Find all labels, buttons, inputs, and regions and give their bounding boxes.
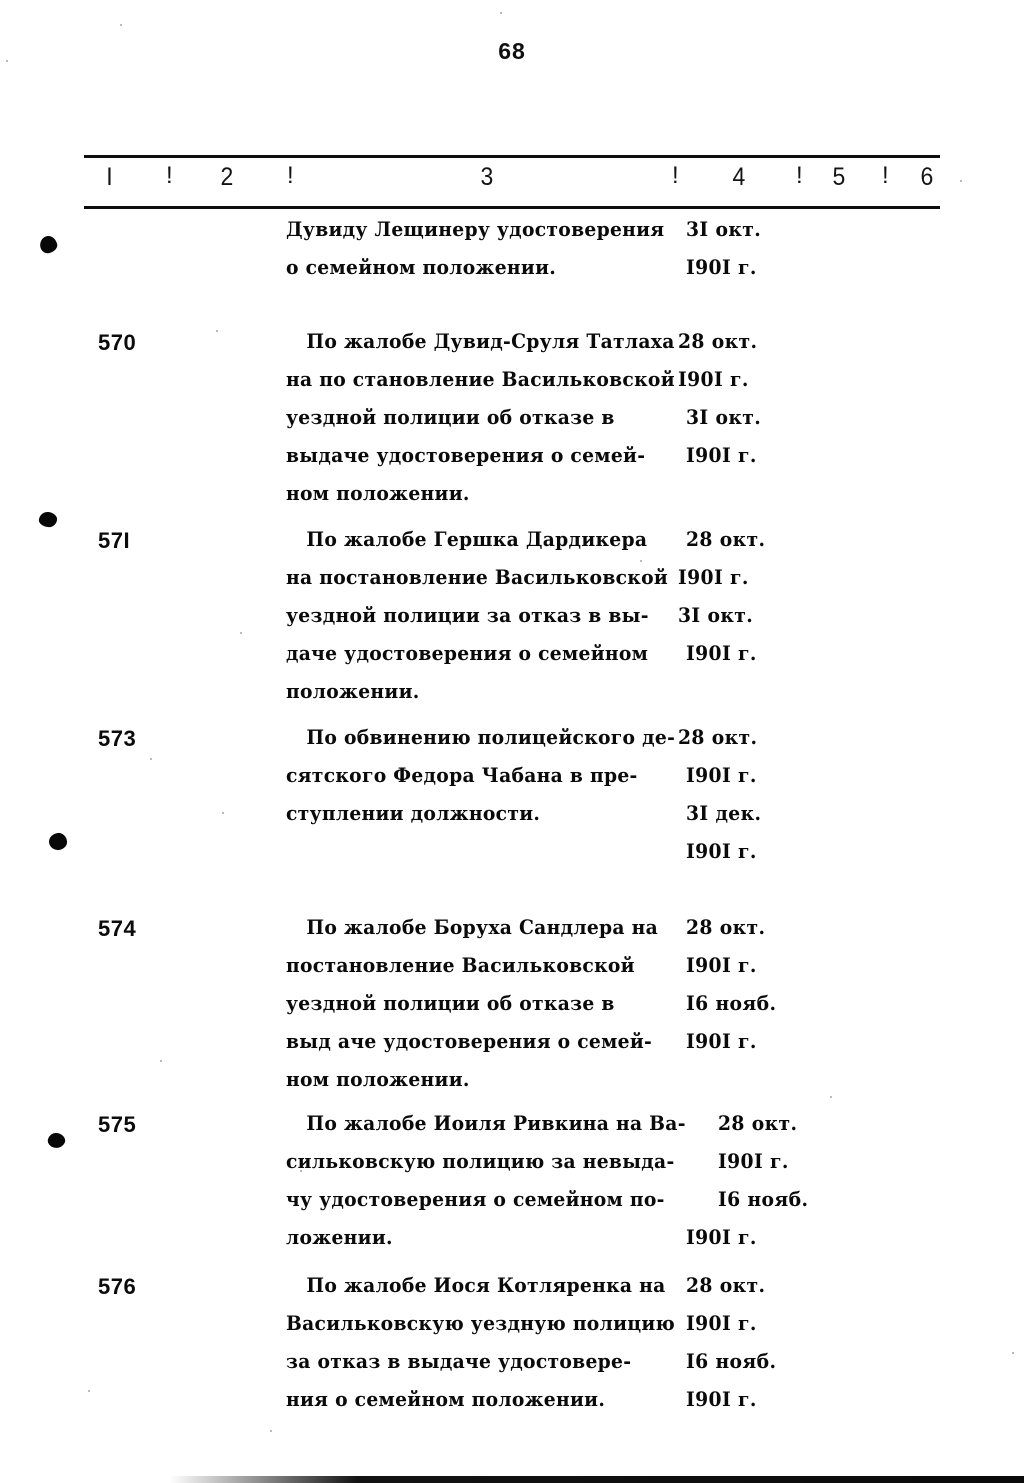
column-number-4: 4	[732, 163, 746, 191]
entry-description-line: уездной полиции об отказе в	[286, 406, 615, 429]
entry-date-line: I90I г.	[686, 764, 757, 787]
column-number-3: 3	[480, 163, 494, 191]
entry-date-line: I90I г.	[686, 256, 757, 279]
entry-line	[286, 954, 806, 992]
entry-date-line: I90I г.	[686, 954, 757, 977]
entry-description-line: положении.	[286, 680, 420, 703]
entry-line	[286, 992, 806, 1030]
entry-line	[286, 604, 806, 642]
entry-description-line: за отказ в выдаче удостовере-	[286, 1350, 632, 1373]
entry-body	[286, 916, 806, 1106]
table-row	[0, 726, 1024, 916]
entry-line	[286, 1350, 806, 1388]
entry-description-line: ложении.	[286, 1226, 393, 1249]
entry-description-line: сильковскую полицию за невыда-	[286, 1150, 675, 1173]
entry-description-line: Васильковскую уездную полицию	[286, 1312, 676, 1335]
column-separator-1: !	[166, 162, 173, 189]
entry-number: 575	[98, 1112, 137, 1137]
column-number-2: 2	[220, 163, 234, 191]
entry-line	[286, 444, 806, 482]
scan-speck	[500, 12, 502, 14]
entry-date-line: I90I г.	[686, 840, 757, 863]
entry-description-line: выдаче удостоверения о семей-	[286, 444, 646, 467]
entry-date-line: I90I г.	[686, 444, 757, 467]
entry-date-line: 28 окт.	[686, 528, 766, 551]
entry-date-line: I90I г.	[686, 1226, 757, 1249]
entry-description-line: Дувиду Лещинеру удостоверения	[286, 218, 665, 241]
entry-date-line: 3I окт.	[686, 406, 762, 429]
entry-number: 570	[98, 330, 137, 355]
entry-body	[286, 218, 806, 294]
entry-description-line: даче удостоверения о семейном	[286, 642, 649, 665]
entry-line	[286, 916, 806, 954]
column-separator-3: !	[672, 162, 679, 189]
entry-description-line: о семейном положении.	[286, 256, 557, 279]
entry-line	[286, 1068, 806, 1106]
entry-line	[286, 218, 806, 256]
entry-line	[286, 802, 806, 840]
entry-line	[286, 406, 806, 444]
entry-body	[286, 726, 806, 878]
scan-edge-artifact	[170, 1476, 1024, 1483]
entry-line	[286, 256, 806, 294]
entry-line	[286, 1150, 806, 1188]
entry-description-line: По жалобе Иося Котляренка на	[286, 1274, 666, 1297]
entry-description-line: постановление Васильковской	[286, 954, 635, 977]
entry-description-line: уездной полиции об отказе в	[286, 992, 615, 1015]
column-separator-4: !	[796, 162, 803, 189]
entry-date-line: I90I г.	[686, 1312, 757, 1335]
table-row	[0, 218, 1024, 330]
entry-line	[286, 1112, 806, 1150]
entry-line	[286, 642, 806, 680]
scan-speck	[6, 60, 8, 62]
entry-description-line: уездной полиции за отказ в вы-	[286, 604, 649, 627]
entry-description-line: По обвинению полицейского де-	[286, 726, 676, 749]
entry-line	[286, 764, 806, 802]
entry-line	[286, 482, 806, 520]
entry-date-line: I90I г.	[686, 1388, 757, 1411]
entry-date-line: 3I дек.	[686, 802, 762, 825]
entry-date-line: 3I окт.	[678, 604, 754, 627]
entry-date-line: I90I г.	[686, 1030, 757, 1053]
entry-number: 576	[98, 1274, 137, 1299]
column-number-6: 6	[920, 163, 934, 191]
entries-list	[0, 218, 1024, 1434]
entry-description-line: на постановление Васильковской	[286, 566, 669, 589]
column-number-header	[84, 155, 940, 209]
entry-date-line: I90I г.	[686, 642, 757, 665]
entry-date-line: I6 нояб.	[718, 1188, 809, 1211]
entry-line	[286, 368, 806, 406]
page-number: 68	[498, 38, 526, 64]
entry-line	[286, 1312, 806, 1350]
entry-description-line: По жалобе Дувид-Сруля Татлаха	[286, 330, 675, 353]
table-row	[0, 916, 1024, 1112]
entry-line	[286, 726, 806, 764]
entry-description-line: на по становление Васильковской	[286, 368, 675, 391]
column-separator-5: !	[882, 162, 889, 189]
entry-line	[286, 528, 806, 566]
entry-date-line: 28 окт.	[718, 1112, 798, 1135]
entry-line	[286, 680, 806, 718]
column-number-5: 5	[832, 163, 846, 191]
entry-body	[286, 528, 806, 718]
entry-date-line: I90I г.	[718, 1150, 789, 1173]
entry-line	[286, 1226, 806, 1264]
entry-line	[286, 1274, 806, 1312]
entry-date-line: 3I окт.	[686, 218, 762, 241]
scan-speck	[960, 180, 962, 182]
column-number-1: I	[106, 163, 113, 191]
entry-date-line: I6 нояб.	[686, 1350, 777, 1373]
entry-body	[286, 1274, 806, 1426]
entry-line	[286, 330, 806, 368]
entry-date-line: 28 окт.	[686, 916, 766, 939]
entry-number: 57I	[98, 528, 131, 553]
table-row	[0, 528, 1024, 726]
entry-description-line: По жалобе Гершка Дардикера	[286, 528, 648, 551]
scan-speck	[120, 24, 122, 26]
column-separator-2: !	[287, 162, 294, 189]
table-row	[0, 330, 1024, 528]
entry-description-line: ном положении.	[286, 482, 470, 505]
entry-date-line: I6 нояб.	[686, 992, 777, 1015]
entry-line	[286, 1030, 806, 1068]
entry-description-line: По жалобе Боруха Сандлера на	[286, 916, 659, 939]
entry-description-line: ступлении должности.	[286, 802, 541, 825]
entry-description-line: чу удостоверения о семейном по-	[286, 1188, 665, 1211]
entry-number: 573	[98, 726, 137, 751]
entry-number: 574	[98, 916, 137, 941]
entry-description-line: ном положении.	[286, 1068, 470, 1091]
entry-date-line: 28 окт.	[678, 726, 758, 749]
table-row	[0, 1274, 1024, 1434]
entry-line	[286, 1188, 809, 1226]
entry-line	[286, 566, 806, 604]
entry-date-line: I90I г.	[678, 566, 749, 589]
entry-date-line: 28 окт.	[686, 1274, 766, 1297]
entry-line	[286, 840, 806, 878]
entry-date-line: 28 окт.	[678, 330, 758, 353]
entry-description-line: По жалобе Иоиля Ривкина на Ва-	[286, 1112, 686, 1135]
table-row	[0, 1112, 1024, 1274]
entry-body	[286, 1112, 809, 1264]
entry-date-line: I90I г.	[678, 368, 749, 391]
entry-description-line: сятского Федора Чабана в пре-	[286, 764, 638, 787]
entry-description-line: выд аче удостоверения о семей-	[286, 1030, 653, 1053]
entry-body	[286, 330, 806, 520]
entry-line	[286, 1388, 806, 1426]
entry-description-line: ния о семейном положении.	[286, 1388, 606, 1411]
